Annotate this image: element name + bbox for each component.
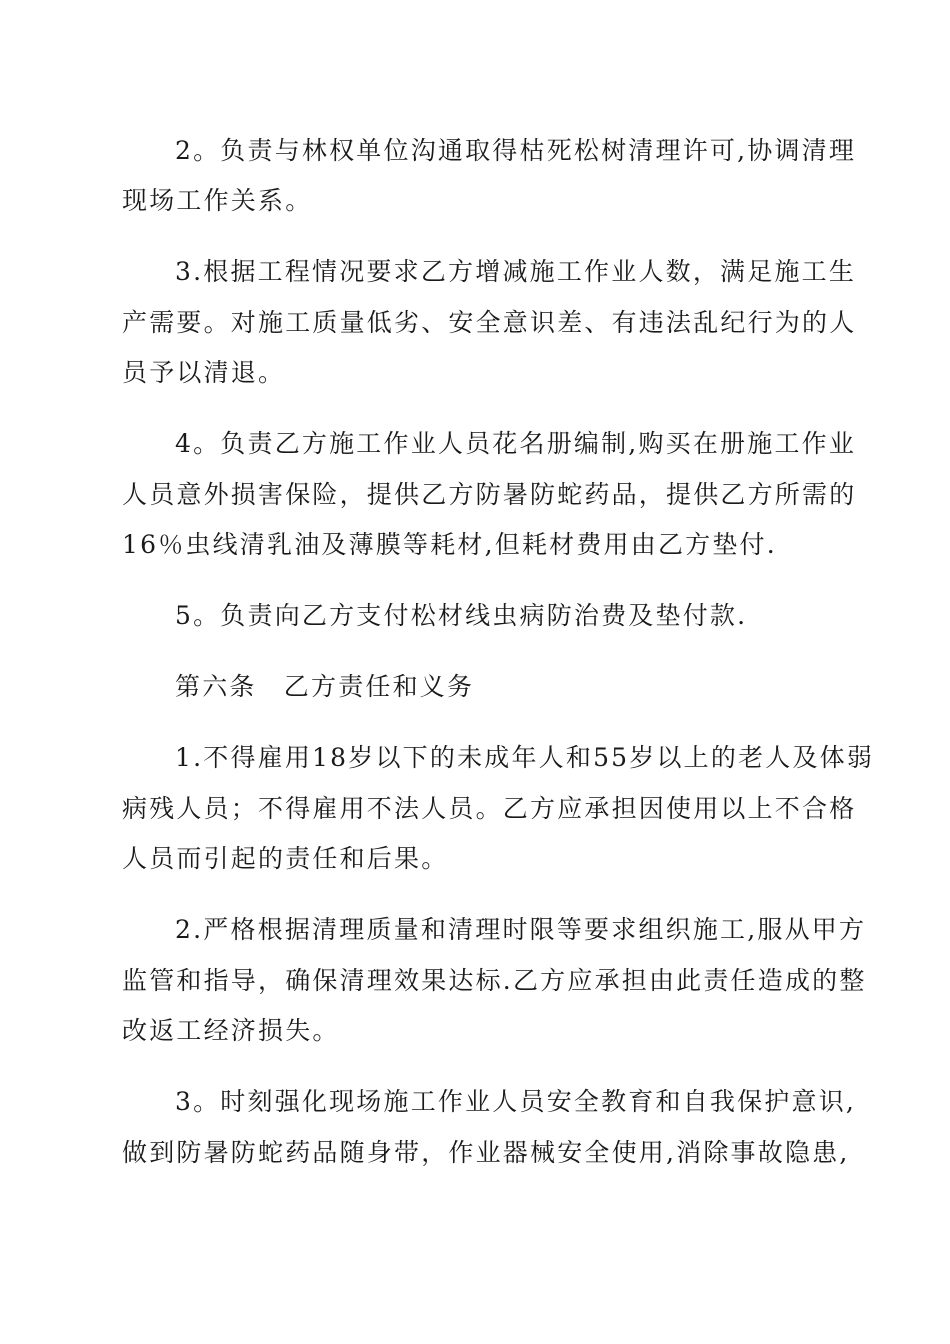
- party-b-duty-2-line-1: 2.严格根据清理质量和清理时限等要求组织施工,服从甲方: [175, 915, 867, 944]
- party-a-duty-4-line-2: 人员意外损害保险，提供乙方防暑防蛇药品，提供乙方所需的: [122, 480, 857, 509]
- party-b-duty-2-line-3: 改返工经济损失。: [122, 1016, 340, 1045]
- party-b-duty-3-line-1: 3。时刻强化现场施工作业人员安全教育和自我保护意识,: [175, 1087, 857, 1116]
- party-b-duty-1-line-2: 病残人员；不得雇用不法人员。乙方应承担因使用以上不合格: [122, 794, 857, 823]
- party-a-duty-2-line-2: 现场工作关系。: [122, 186, 313, 215]
- party-b-duty-2-line-2: 监管和指导，确保清理效果达标.乙方应承担由此责任造成的整: [122, 966, 867, 995]
- party-a-duty-3-line-2: 产需要。对施工质量低劣、安全意识差、有违法乱纪行为的人: [122, 308, 857, 337]
- party-a-duty-3-line-1: 3.根据工程情况要求乙方增减施工作业人数，满足施工生: [175, 257, 857, 286]
- party-a-duty-5-line-1: 5。负责向乙方支付松材线虫病防治费及垫付款.: [175, 601, 748, 630]
- party-a-duty-4-line-3: 16％虫线清乳油及薄膜等耗材,但耗材费用由乙方垫付.: [122, 530, 777, 559]
- party-b-duty-1-line-1: 1.不得雇用18岁以下的未成年人和55岁以上的老人及体弱: [175, 743, 875, 772]
- article-6-heading: 第六条 乙方责任和义务: [175, 672, 475, 701]
- party-b-duty-1-line-3: 人员而引起的责任和后果。: [122, 844, 449, 873]
- party-a-duty-2-line-1: 2。负责与林权单位沟通取得枯死松树清理许可,协调清理: [175, 136, 857, 165]
- party-b-duty-3-line-2: 做到防暑防蛇药品随身带，作业器械安全使用,消除事故隐患,: [122, 1138, 850, 1167]
- party-a-duty-4-line-1: 4。负责乙方施工作业人员花名册编制,购买在册施工作业: [175, 429, 857, 458]
- party-a-duty-3-line-3: 员予以清退。: [122, 358, 286, 387]
